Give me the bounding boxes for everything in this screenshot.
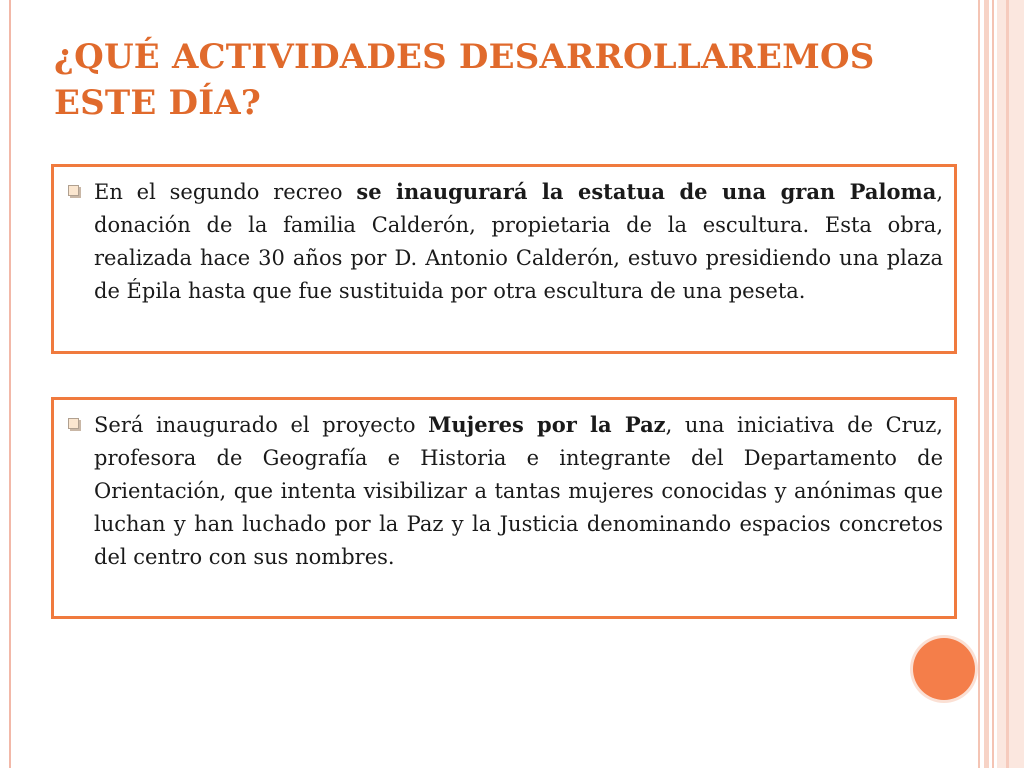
title-line-2: ESTE DÍA?: [54, 83, 262, 123]
right-stripe: [978, 0, 980, 768]
slide-title: [54, 34, 954, 126]
orange-circle-decoration: [913, 638, 975, 700]
left-edge-line: [9, 0, 11, 768]
bullet-text-1: [94, 175, 943, 308]
bullet-box-2: [51, 397, 957, 619]
right-stripe: [992, 0, 994, 768]
bullet-text-bold: Mujeres por la Paz: [428, 412, 666, 437]
bullet-text-post: , donación de la familia Calderón, propietaria de la escultura. Esta obra, realizada hace 30 años por D. Antonio Calderón, estuvo presidiendo una plaza de Épila hasta que fue sustituida por otra escultura de una peseta.: [94, 180, 943, 303]
square-bullet-icon: [68, 418, 80, 430]
bullet-box-1: [51, 164, 957, 354]
square-bullet-icon: [68, 185, 80, 197]
right-stripe-band: [997, 0, 1024, 768]
right-stripe: [1006, 0, 1009, 768]
title-line-1: ¿QUÉ ACTIVIDADES DESARROLLAREMOS: [54, 37, 875, 77]
bullet-text-2: [94, 408, 943, 574]
bullet-text-pre: Será inaugurado el proyecto: [94, 413, 429, 437]
bullet-text-bold: se inaugurará la estatua de una gran Paloma: [356, 179, 937, 204]
bullet-text-pre: En el segundo recreo: [94, 180, 357, 204]
right-stripe: [984, 0, 989, 768]
bullet-text-post: , una iniciativa de Cruz, profesora de Geografía e Historia e integrante del Departamento de Orientación, que intenta visibilizar a tantas mujeres conocidas y anónimas que luchan y han luchado por la Paz y la Justicia denominando espacios concretos del centro con sus nombres.: [94, 413, 943, 569]
